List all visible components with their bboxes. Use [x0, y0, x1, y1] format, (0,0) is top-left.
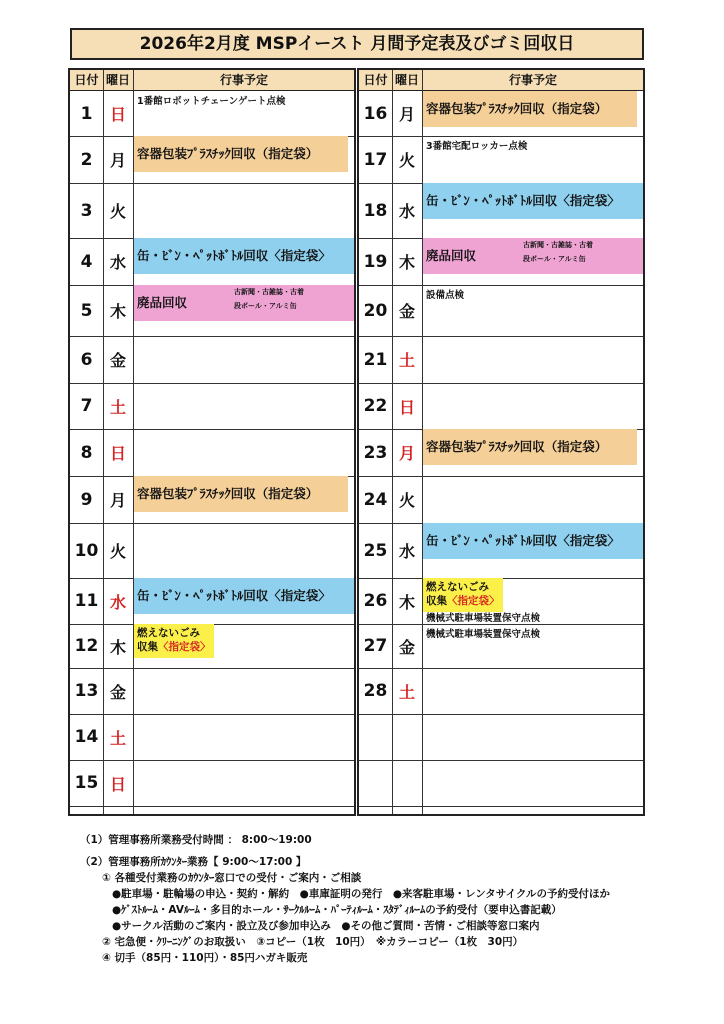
note-line: ●ｹﾞｽﾄﾙｰﾑ・AVﾙｰﾑ・多目的ホール・ｻｰｸﾙﾙｰﾑ・ﾊﾟｰﾃｨﾙｰﾑ・ｽﾀﾃﾞｨﾙｰﾑの予約受付（要申込書記載） [112, 904, 562, 916]
header-events: 行事予定 [219, 73, 268, 87]
day-of-week: 日 [109, 444, 126, 463]
event-subtext: 古新聞・古雑誌・古着 [234, 288, 304, 296]
event-cell [423, 523, 643, 578]
day-number: 27 [363, 636, 388, 656]
day-of-week: 火 [398, 151, 415, 170]
day-of-week: 木 [398, 592, 415, 612]
day-number: 8 [80, 442, 93, 463]
day-of-week: 月 [109, 491, 126, 510]
day-of-week: 木 [109, 302, 126, 321]
calendar-row [70, 336, 354, 384]
event-cell [134, 183, 354, 238]
calendar-row [70, 136, 354, 184]
calendar-row [359, 336, 643, 384]
event-highlight-orange: 容器包装ﾌﾟﾗｽﾁｯｸ回収（指定袋） [134, 136, 348, 172]
event-cell [134, 238, 354, 285]
day-number: 15 [74, 773, 99, 793]
event-cell [423, 714, 643, 760]
event-cell [423, 336, 643, 383]
day-number: 1 [80, 103, 93, 124]
event-text: 燃えないごみ [426, 581, 489, 593]
event-subtext: 古新聞・古雑誌・古着 [523, 241, 593, 249]
calendar-row [70, 476, 354, 524]
day-number: 17 [363, 149, 388, 170]
day-of-week [392, 760, 422, 806]
event-cell [423, 578, 643, 624]
page-title: 2026年2月度 MSPイースト 月間予定表及びゴミ回収日 [70, 28, 644, 60]
event-cell [423, 91, 643, 136]
event-highlight-yellow [134, 624, 214, 658]
event-cell [423, 183, 643, 238]
event-cell [423, 760, 643, 806]
calendar-row [70, 383, 354, 430]
column-divider [422, 70, 423, 814]
day-number: 13 [74, 681, 99, 701]
calendar-row [70, 429, 354, 477]
day-of-week: 月 [109, 151, 126, 170]
event-text: 収集 [426, 595, 447, 607]
day-of-week: 火 [398, 491, 415, 510]
day-number: 28 [363, 681, 388, 701]
event-highlight-orange: 容器包装ﾌﾟﾗｽﾁｯｸ回収（指定袋） [134, 476, 348, 512]
day-of-week: 土 [398, 682, 415, 702]
day-of-week: 金 [109, 351, 126, 370]
day-number: 24 [363, 489, 388, 510]
header-dow: 曜日 [394, 73, 419, 87]
event-cell [134, 476, 354, 523]
note-line: ●サークル活動のご案内・設立及び参加申込み ●その他ご質問・苦情・ご相談等窓口案内 [112, 920, 540, 932]
calendar-row [359, 383, 643, 430]
event-cell [134, 136, 354, 183]
calendar-table-right [357, 68, 645, 816]
day-of-week [392, 714, 422, 760]
calendar-row [359, 523, 643, 579]
event-cell [134, 578, 354, 624]
day-of-week: 水 [398, 542, 415, 561]
day-number: 12 [74, 636, 99, 656]
event-highlight-pink: 廃品回収 古新聞・古雑誌・古着 段ボール・アルミ缶 [423, 238, 643, 274]
event-highlight-cyan: 缶・ﾋﾞﾝ・ﾍﾟｯﾄﾎﾞﾄﾙ回収〈指定袋〉 [423, 523, 643, 559]
event-text: 〈指定袋〉 [158, 641, 211, 653]
day-number: 16 [363, 103, 388, 124]
day-number: 25 [363, 540, 388, 561]
day-of-week: 火 [109, 542, 126, 561]
day-of-week: 金 [109, 682, 126, 702]
day-of-week: 火 [109, 202, 126, 221]
event-cell [423, 136, 643, 183]
event-highlight-yellow [423, 578, 503, 612]
note-line: ●駐車場・駐輪場の申込・契約・解約 ●車庫証明の発行 ●来客駐車場・レンタサイクルの予約受付ほか [112, 888, 611, 900]
event-cell [134, 383, 354, 429]
column-divider [392, 70, 393, 814]
event-cell [134, 285, 354, 336]
day-number [359, 714, 392, 760]
day-number: 4 [80, 251, 93, 272]
calendar-row [70, 668, 354, 715]
event-highlight-cyan: 缶・ﾋﾞﾝ・ﾍﾟｯﾄﾎﾞﾄﾙ回収〈指定袋〉 [134, 238, 354, 274]
event-text: 燃えないごみ [137, 627, 200, 639]
day-of-week: 月 [398, 105, 415, 124]
event-subtext: 段ボール・アルミ缶 [234, 302, 297, 310]
event-highlight-pink: 廃品回収 古新聞・古雑誌・古着 段ボール・アルミ缶 [134, 285, 354, 321]
event-cell [134, 429, 354, 476]
day-of-week: 水 [398, 202, 415, 221]
event-text [426, 594, 500, 608]
day-of-week: 金 [398, 302, 415, 321]
calendar-row [359, 476, 643, 524]
event-cell [134, 624, 354, 668]
note-line: ④ 切手（85円・110円）・85円ハガキ販売 [102, 952, 308, 964]
event-highlight-cyan: 缶・ﾋﾞﾝ・ﾍﾟｯﾄﾎﾞﾄﾙ回収〈指定袋〉 [134, 578, 354, 614]
day-of-week: 日 [109, 774, 126, 794]
calendar-row [359, 285, 643, 337]
day-number: 22 [363, 396, 388, 416]
event-highlight-cyan: 缶・ﾋﾞﾝ・ﾍﾟｯﾄﾎﾞﾄﾙ回収〈指定袋〉 [423, 183, 643, 219]
event-cell [134, 336, 354, 383]
day-of-week: 土 [109, 397, 126, 417]
note-line: （2）管理事務所ｶｳﾝﾀｰ業務【 9:00～17:00 】 [80, 856, 307, 868]
day-number: 3 [80, 200, 93, 221]
calendar-row [359, 760, 643, 807]
event-cell [134, 91, 354, 136]
calendar-row [359, 624, 643, 669]
day-of-week: 日 [398, 397, 415, 417]
header-dow: 曜日 [105, 73, 130, 87]
day-of-week: 月 [398, 444, 415, 463]
table-header [359, 70, 643, 91]
calendar-row [359, 429, 643, 477]
header-date: 日付 [74, 73, 99, 87]
day-number: 2 [80, 149, 93, 170]
calendar-row [70, 714, 354, 761]
day-of-week: 日 [109, 105, 126, 124]
header-events: 行事予定 [508, 73, 557, 87]
calendar-row [359, 714, 643, 761]
event-cell [423, 624, 643, 668]
notes-section [80, 832, 680, 966]
event-cell [134, 523, 354, 578]
calendar-row [70, 91, 354, 137]
note-line: （1）管理事務所業務受付時間 ： 8:00～19:00 [80, 834, 312, 846]
event-cell [423, 668, 643, 714]
calendar-row [70, 523, 354, 579]
day-number: 23 [363, 442, 388, 463]
day-of-week: 水 [109, 253, 126, 272]
event-cell [423, 476, 643, 523]
day-of-week: 土 [398, 351, 415, 370]
calendar-row [70, 285, 354, 337]
event-text: 1番館ロボットチェーンゲート点検 [137, 96, 286, 107]
event-text: 収集 [137, 641, 158, 653]
header-date: 日付 [363, 73, 388, 87]
day-number: 14 [74, 727, 99, 747]
calendar-row [70, 624, 354, 669]
day-of-week: 木 [109, 637, 126, 657]
day-number: 21 [363, 349, 388, 370]
event-text: 設備点検 [426, 290, 465, 301]
day-number [359, 760, 392, 806]
event-cell [134, 714, 354, 760]
day-number: 10 [74, 540, 99, 561]
day-of-week: 水 [109, 592, 126, 612]
event-text: 機械式駐車場装置保守点検 [426, 629, 541, 640]
note-line: ① 各種受付業務のｶｳﾝﾀｰ窓口での受付・ご案内・ご相談 [102, 872, 362, 884]
day-of-week: 木 [398, 253, 415, 272]
event-highlight-orange: 容器包装ﾌﾟﾗｽﾁｯｸ回収（指定袋） [423, 91, 637, 127]
event-text: 3番館宅配ロッカー点検 [426, 141, 528, 152]
day-number: 11 [74, 591, 99, 611]
day-number: 18 [363, 200, 388, 221]
event-cell [134, 668, 354, 714]
day-number: 26 [363, 591, 388, 611]
calendar-row [359, 136, 643, 184]
column-divider [103, 70, 104, 814]
day-number: 19 [363, 251, 388, 272]
calendar-row [70, 578, 354, 625]
day-number: 7 [80, 396, 93, 416]
table-header [70, 70, 354, 91]
event-text: 〈指定袋〉 [447, 595, 500, 607]
day-of-week: 土 [109, 728, 126, 748]
day-number: 20 [363, 300, 388, 321]
note-line: ② 宅急便・ｸﾘｰﾆﾝｸﾞのお取扱い ③コピー（1枚 10円） ※カラーコピー（1枚 30円） [102, 936, 524, 948]
calendar-row [359, 183, 643, 239]
day-number: 9 [80, 489, 93, 510]
calendar-row [70, 238, 354, 286]
event-cell [423, 429, 643, 476]
calendar-table-left [68, 68, 356, 816]
column-divider [133, 70, 134, 814]
calendar-row [70, 183, 354, 239]
calendar-row [359, 578, 643, 625]
calendar-row [359, 238, 643, 286]
event-cell [423, 238, 643, 285]
calendar-row [359, 668, 643, 715]
day-number: 5 [80, 300, 93, 321]
day-of-week: 金 [398, 637, 415, 657]
event-cell [423, 285, 643, 336]
calendar-row [70, 760, 354, 807]
calendar-row [359, 91, 643, 137]
event-text: 機械式駐車場装置保守点検 [426, 613, 541, 624]
event-text [137, 640, 211, 654]
day-number: 6 [80, 349, 93, 370]
event-cell [423, 383, 643, 429]
event-cell [134, 760, 354, 806]
event-highlight-orange: 容器包装ﾌﾟﾗｽﾁｯｸ回収（指定袋） [423, 429, 637, 465]
event-subtext: 段ボール・アルミ缶 [523, 255, 586, 263]
